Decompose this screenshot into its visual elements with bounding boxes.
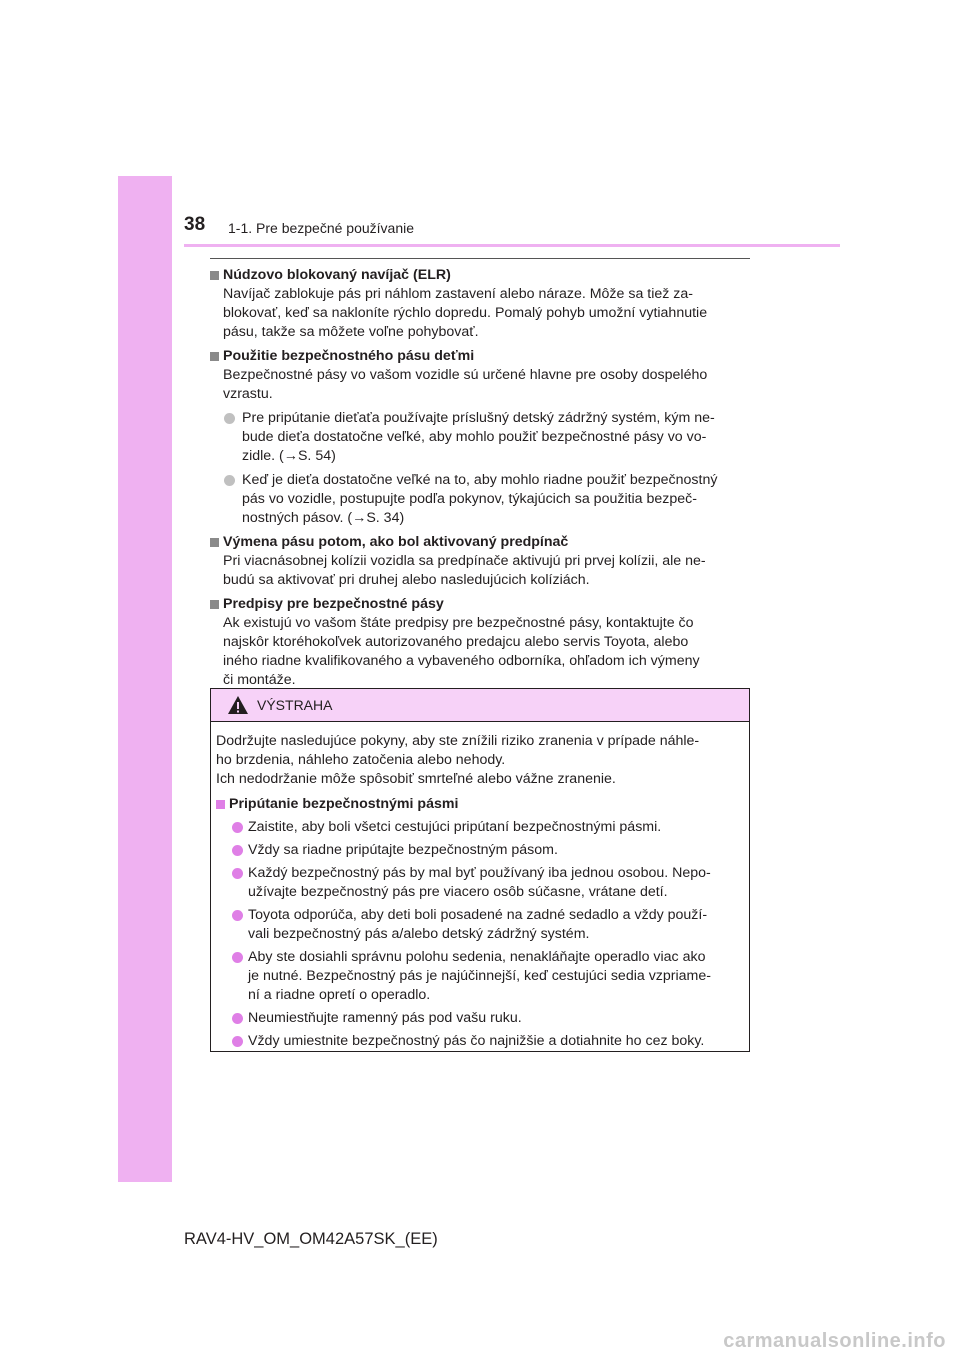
bullet-dot-icon xyxy=(224,475,235,486)
warning-triangle-icon xyxy=(227,695,249,715)
header-rule xyxy=(184,244,840,247)
paragraph: Navíjač zablokuje pás pri náhlom zastavení alebo náraze. Môže sa tiež za- blokovať, keď sa nakloníte rýchlo dopredu. Pomalý pohyb umožní vytiahnutie pásu, takže sa môžete voľne pohybovať. xyxy=(223,286,708,340)
warning-header xyxy=(211,689,749,722)
bullet-dot-icon xyxy=(232,845,243,856)
list-item: Vždy umiestnite bezpečnostný pás čo najnižšie a dotiahnite ho cez boky. xyxy=(216,1032,743,1051)
document-code-footer: RAV4-HV_OM_OM42A57SK_(EE) xyxy=(184,1230,438,1248)
bullet-dot-icon xyxy=(232,1036,243,1047)
chapter-sidebar-tab xyxy=(118,176,172,1182)
square-bullet-icon xyxy=(210,271,219,280)
list-item: Keď je dieťa dostatočne veľké na to, aby mohlo riadne použiť bezpečnostný pás vo vozidle, postupujte podľa pokynov, týkajúcich sa použitia bezpeč- nostných pásov. (→S. 34) xyxy=(210,471,750,528)
square-bullet-icon xyxy=(210,600,219,609)
bullet-dot-icon xyxy=(232,1013,243,1024)
paragraph: Bezpečnostné pásy vo vašom vozidle sú určené hlavne pre osoby dospelého vzrastu. xyxy=(223,367,708,402)
list-item: Aby ste dosiahli správnu polohu sedenia, nenakláňajte operadlo viac ako je nutné. Bezpečnostný pás je najúčinnejší, keď cestujúci sedia vzpriame- ní a riadne opretí o operadlo. xyxy=(216,948,743,1005)
square-bullet-icon xyxy=(216,800,225,809)
list-item: Každý bezpečnostný pás by mal byť používaný iba jednou osobou. Nepo- užívajte bezpečnostný pás pre viacero osôb súčasne, vrátane detí. xyxy=(216,864,743,902)
section-heading: Núdzovo blokovaný navíjač (ELR) xyxy=(210,266,750,285)
list-item: Zaistite, aby boli všetci cestujúci pripútaní bezpečnostnými pásmi. xyxy=(216,818,743,837)
warning-intro: Dodržujte nasledujúce pokyny, aby ste znížili riziko zranenia v prípade náhle- ho brzdenia, náhleho zatočenia alebo nehody. Ich nedodržanie môže spôsobiť smrteľné alebo vážne zranenie. xyxy=(216,733,700,787)
section-heading: Výmena pásu potom, ako bol aktivovaný predpínač xyxy=(210,533,750,552)
list-item: Toyota odporúča, aby deti boli posadené na zadné sedadlo a vždy použí- vali bezpečnostný pás a/alebo detský zádržný systém. xyxy=(216,906,743,944)
section-title: 1-1. Pre bezpečné používanie xyxy=(228,220,415,236)
page-number: 38 xyxy=(184,214,206,235)
section-heading: Predpisy pre bezpečnostné pásy xyxy=(210,595,750,614)
bullet-dot-icon xyxy=(232,868,243,879)
paragraph: Ak existujú vo vašom štáte predpisy pre bezpečnostné pásy, kontaktujte čo najskôr ktoréhokoľvek autorizovaného predajcu alebo servis Toyota, alebo iného riadne kvalifikovaného a vybaveného odborníka, ohľadom ich výmeny či montáže. xyxy=(223,615,700,688)
warning-title: VÝSTRAHA xyxy=(257,697,333,713)
warning-heading: Pripútanie bezpečnostnými pásmi xyxy=(216,795,743,814)
bullet-dot-icon xyxy=(224,413,235,424)
paragraph: Pri viacnásobnej kolízii vozidla sa predpínače aktivujú pri prvej kolízii, ale ne- budú sa aktivovať pri druhej alebo nasledujúcich kolíziách. xyxy=(223,553,706,588)
list-item: Pre pripútanie dieťaťa používajte príslušný detský zádržný systém, kým ne- bude dieťa dostatočne veľké, aby mohlo použiť bezpečnostné pásy vo vo- zidle. (→S. 54) xyxy=(210,409,750,466)
content-top-rule xyxy=(210,258,750,259)
bullet-dot-icon xyxy=(232,822,243,833)
page-reference-link[interactable]: nostných pásov. (→S. 34) xyxy=(242,510,405,526)
list-item: Neumiestňujte ramenný pás pod vašu ruku. xyxy=(216,1009,743,1028)
section-heading: Použitie bezpečnostného pásu deťmi xyxy=(210,347,750,366)
watermark[interactable]: carmanualsonline.info xyxy=(723,1330,946,1352)
warning-box xyxy=(210,688,750,1052)
bullet-dot-icon xyxy=(232,952,243,963)
main-content xyxy=(210,266,750,690)
square-bullet-icon xyxy=(210,538,219,547)
page-reference-link[interactable]: zidle. (→S. 54) xyxy=(242,448,336,464)
list-item: Vždy sa riadne pripútajte bezpečnostným pásom. xyxy=(216,841,743,860)
bullet-dot-icon xyxy=(232,910,243,921)
warning-body xyxy=(211,722,749,1051)
square-bullet-icon xyxy=(210,352,219,361)
